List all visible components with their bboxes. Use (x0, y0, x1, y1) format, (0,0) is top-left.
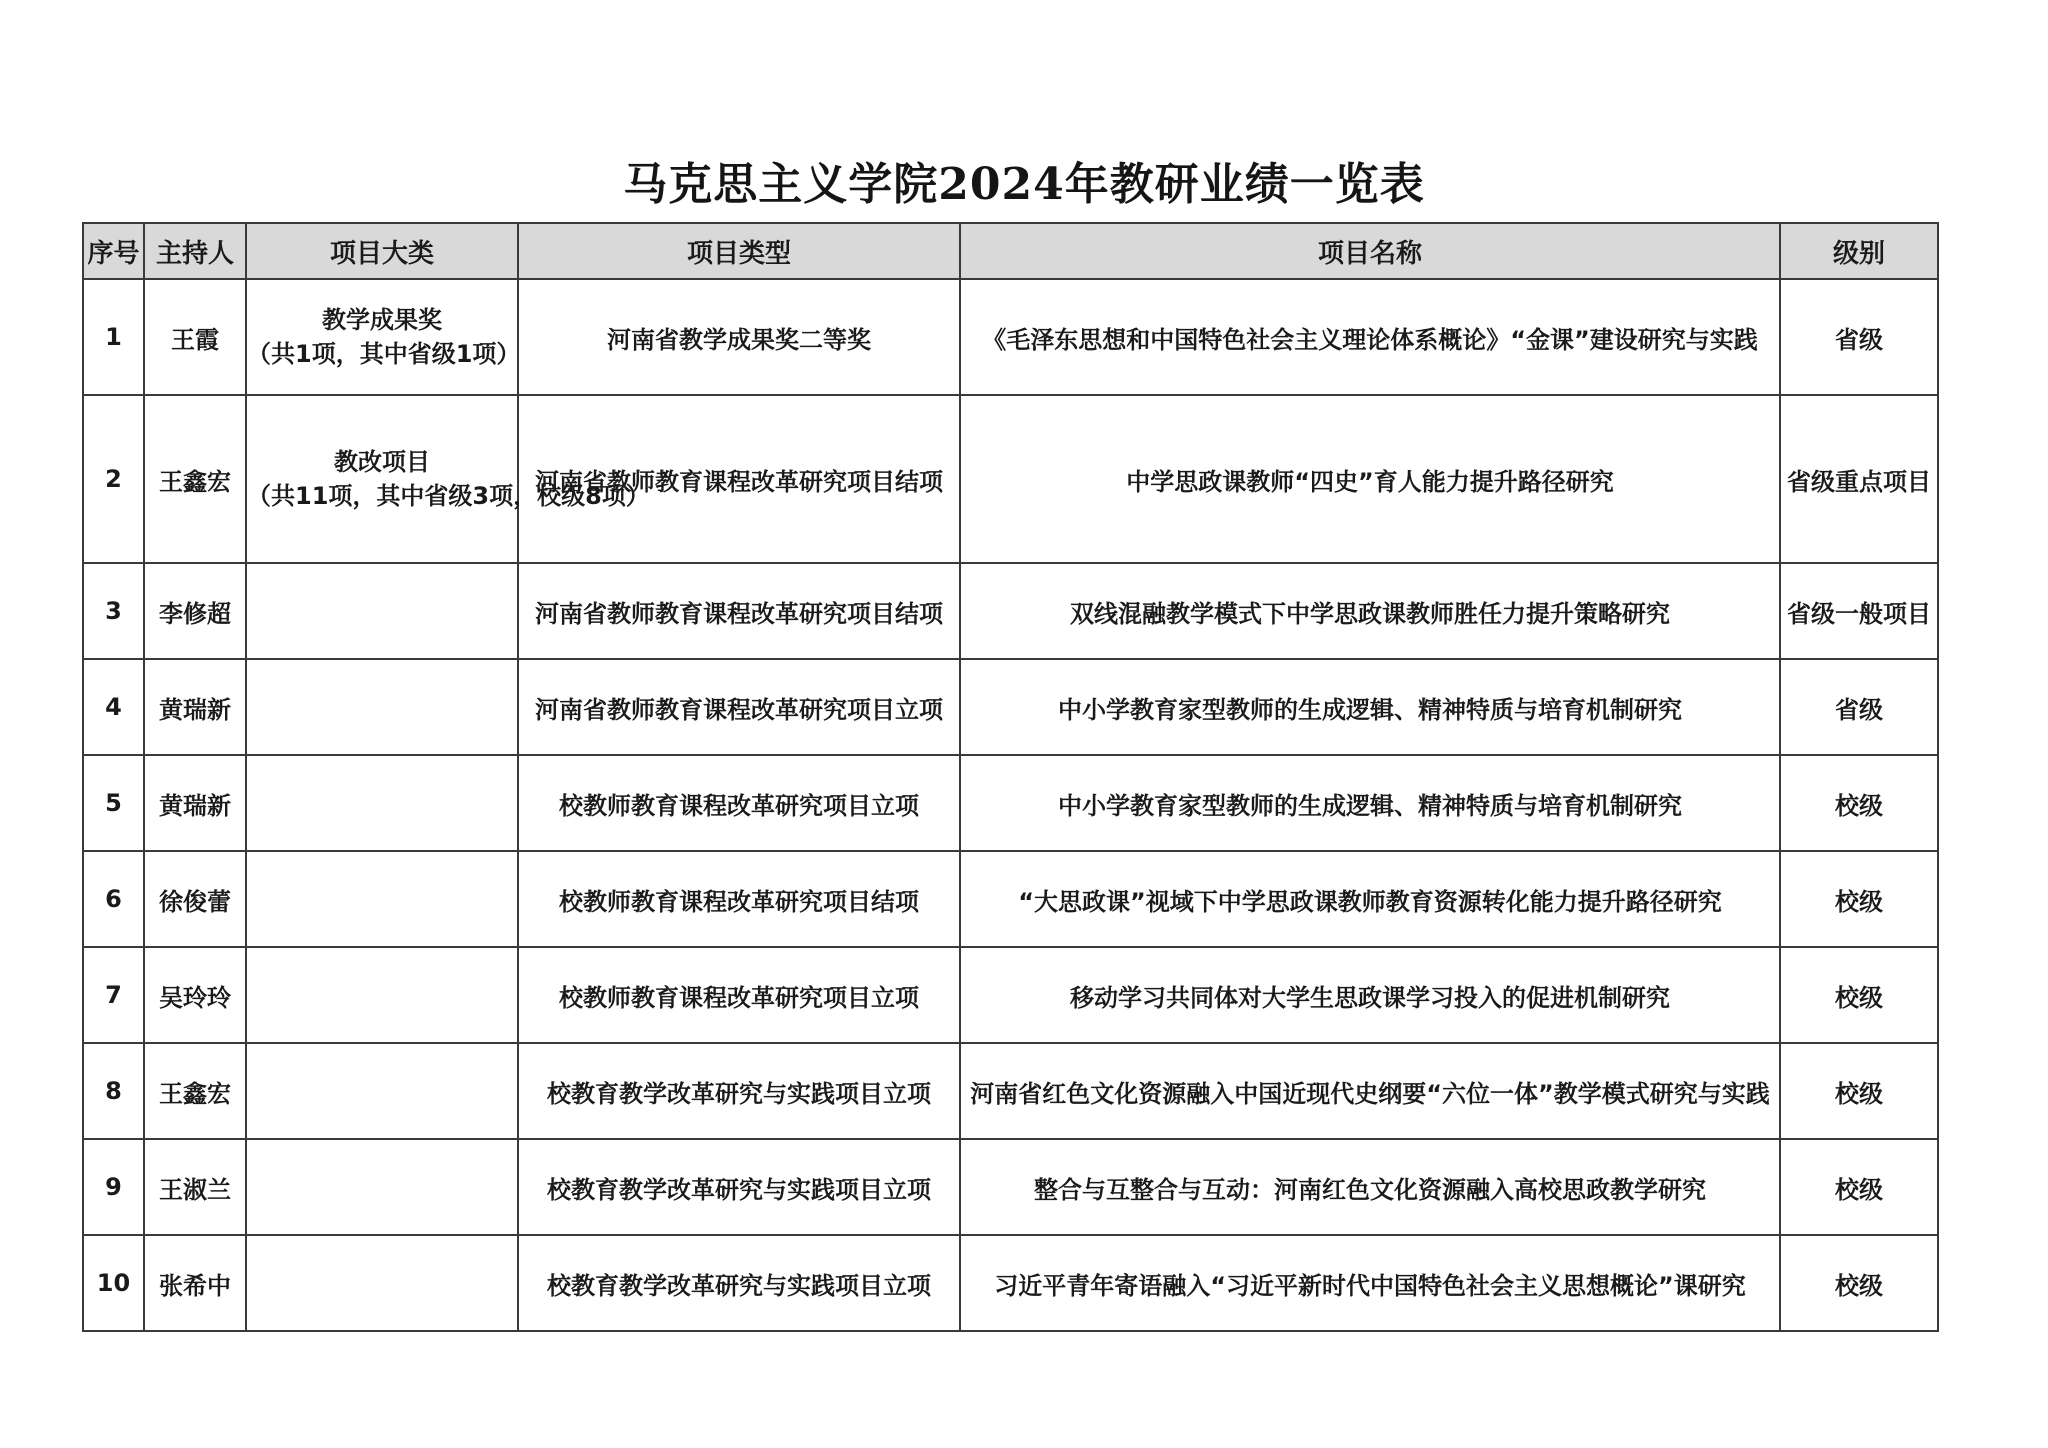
cell-level: 省级一般项目 (1780, 563, 1938, 659)
cell-seq: 5 (83, 755, 144, 851)
cell-name: “大思政课”视域下中学思政课教师教育资源转化能力提升路径研究 (960, 851, 1780, 947)
cell-type: 校教育教学改革研究与实践项目立项 (518, 1139, 960, 1235)
cell-seq: 2 (83, 395, 144, 563)
table-row (83, 563, 1938, 659)
cell-type: 校教育教学改革研究与实践项目立项 (518, 1043, 960, 1139)
cell-name: 双线混融教学模式下中学思政课教师胜任力提升策略研究 (960, 563, 1780, 659)
cell-host: 王鑫宏 (144, 395, 246, 563)
cell-host: 黄瑞新 (144, 659, 246, 755)
cell-name: 河南省红色文化资源融入中国近现代史纲要“六位一体”教学模式研究与实践 (960, 1043, 1780, 1139)
cell-host: 张希中 (144, 1235, 246, 1331)
cell-category (246, 563, 518, 659)
cell-name: 移动学习共同体对大学生思政课学习投入的促进机制研究 (960, 947, 1780, 1043)
cell-name: 中小学教育家型教师的生成逻辑、精神特质与培育机制研究 (960, 755, 1780, 851)
header-level: 级别 (1780, 223, 1938, 279)
table-row (83, 1043, 1938, 1139)
cell-seq: 9 (83, 1139, 144, 1235)
table-row (83, 947, 1938, 1043)
cell-name: 中学思政课教师“四史”育人能力提升路径研究 (960, 395, 1780, 563)
cell-level: 校级 (1780, 947, 1938, 1043)
cell-seq: 4 (83, 659, 144, 755)
cell-name: 《毛泽东思想和中国特色社会主义理论体系概论》“金课”建设研究与实践 (960, 279, 1780, 395)
cell-type: 河南省教师教育课程改革研究项目结项 (518, 563, 960, 659)
cell-type: 校教师教育课程改革研究项目立项 (518, 755, 960, 851)
cell-level: 校级 (1780, 1139, 1938, 1235)
cell-type: 河南省教学成果奖二等奖 (518, 279, 960, 395)
cell-category (246, 1139, 518, 1235)
cell-name: 习近平青年寄语融入“习近平新时代中国特色社会主义思想概论”课研究 (960, 1235, 1780, 1331)
cell-host: 李修超 (144, 563, 246, 659)
cell-level: 省级 (1780, 279, 1938, 395)
header-seq: 序号 (83, 223, 144, 279)
cell-level: 省级 (1780, 659, 1938, 755)
cell-type: 河南省教师教育课程改革研究项目结项 (518, 395, 960, 563)
cell-host: 王鑫宏 (144, 1043, 246, 1139)
cell-category (246, 659, 518, 755)
cell-host: 徐俊蕾 (144, 851, 246, 947)
header-host: 主持人 (144, 223, 246, 279)
cell-host: 黄瑞新 (144, 755, 246, 851)
cell-level: 校级 (1780, 755, 1938, 851)
cell-seq: 10 (83, 1235, 144, 1331)
cell-type: 校教师教育课程改革研究项目结项 (518, 851, 960, 947)
cell-category: 教学成果奖 （共1项，其中省级1项） (246, 279, 518, 395)
achievement-table (82, 222, 1939, 1332)
cell-category: 教改项目 （共11项，其中省级3项，校级8项） (246, 395, 518, 563)
cell-seq: 1 (83, 279, 144, 395)
page-title: 马克思主义学院2024年教研业绩一览表 (623, 159, 1425, 210)
table-row (83, 755, 1938, 851)
cell-category (246, 947, 518, 1043)
cell-name: 中小学教育家型教师的生成逻辑、精神特质与培育机制研究 (960, 659, 1780, 755)
table-row (83, 279, 1938, 395)
header-type: 项目类型 (518, 223, 960, 279)
header-row (83, 223, 1938, 279)
cell-seq: 3 (83, 563, 144, 659)
cell-level: 省级重点项目 (1780, 395, 1938, 563)
header-category: 项目大类 (246, 223, 518, 279)
table-row (83, 1235, 1938, 1331)
table-row (83, 1139, 1938, 1235)
cell-category (246, 851, 518, 947)
cell-type: 校教育教学改革研究与实践项目立项 (518, 1235, 960, 1331)
cell-category (246, 755, 518, 851)
cell-level: 校级 (1780, 1235, 1938, 1331)
cell-seq: 8 (83, 1043, 144, 1139)
cell-level: 校级 (1780, 1043, 1938, 1139)
cell-host: 吴玲玲 (144, 947, 246, 1043)
cell-seq: 6 (83, 851, 144, 947)
table-row (83, 395, 1938, 563)
cell-host: 王淑兰 (144, 1139, 246, 1235)
header-name: 项目名称 (960, 223, 1780, 279)
table-row (83, 851, 1938, 947)
cell-category (246, 1235, 518, 1331)
cell-type: 校教师教育课程改革研究项目立项 (518, 947, 960, 1043)
cell-level: 校级 (1780, 851, 1938, 947)
cell-host: 王霞 (144, 279, 246, 395)
table-row (83, 659, 1938, 755)
cell-name: 整合与互整合与互动：河南红色文化资源融入高校思政教学研究 (960, 1139, 1780, 1235)
cell-type: 河南省教师教育课程改革研究项目立项 (518, 659, 960, 755)
cell-seq: 7 (83, 947, 144, 1043)
cell-category (246, 1043, 518, 1139)
